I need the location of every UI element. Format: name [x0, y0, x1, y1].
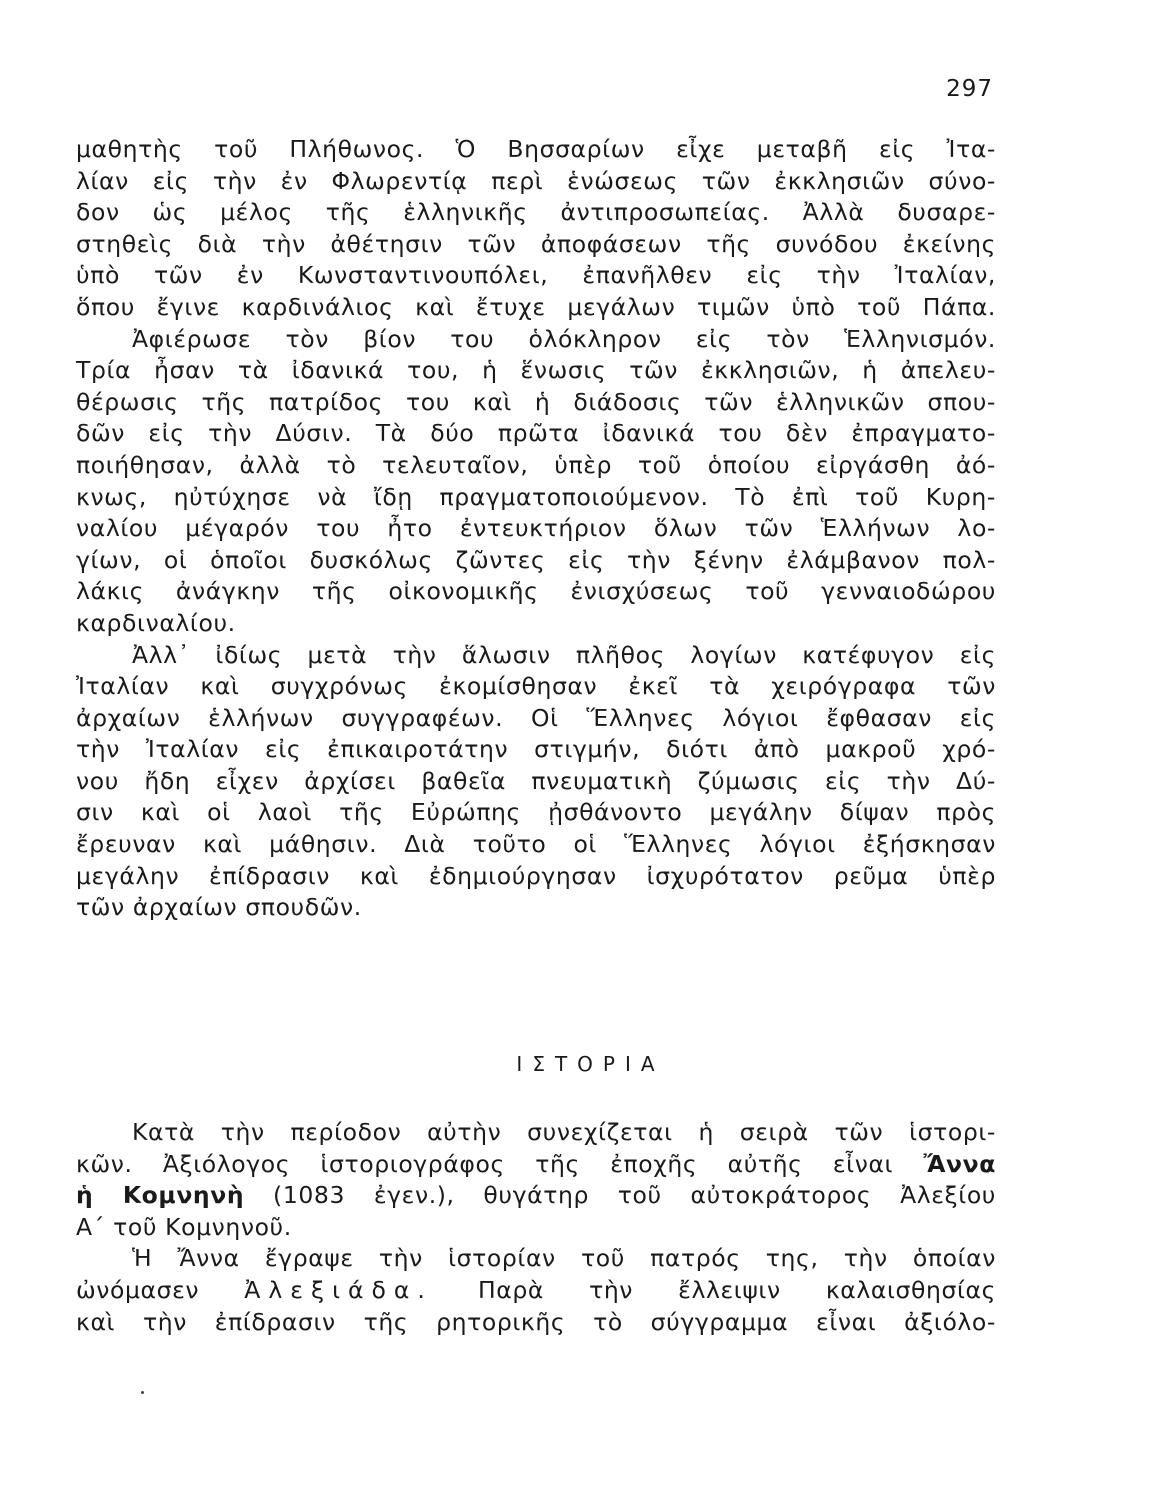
paragraph-ideals [76, 324, 996, 640]
text-span: (1083 ἐγεν.), θυγάτηρ τοῦ αὐτοκράτορος Ἀλεξίου [273, 1181, 996, 1210]
paragraph-alexiad [76, 1243, 996, 1338]
text-line: ναλίου μέγαρόν του ἦτο ἐντευκτήριον ὅλων τῶν Ἑλλήνων λο- [76, 514, 996, 543]
text-line: λάκις ἀνάγκην τῆς οἰκονομικῆς ἐνισχύσεως τοῦ γενναιοδώρου [76, 577, 996, 606]
text-line: καὶ τὴν ἐπίδρασιν τῆς ρητορικῆς τὸ σύγγραμμα εἶναι ἀξιόλο- [76, 1307, 996, 1336]
text-span: ὠνόμασεν [76, 1275, 200, 1304]
text-line: δῶν εἰς τὴν Δύσιν. Τὰ δύο πρῶτα ἰδανικά του δὲν ἐπραγματο- [76, 419, 996, 448]
komnene-name-bold: ἡ Κομνηνὴ [76, 1181, 245, 1210]
text-line: μαθητὴς τοῦ Πλήθωνος. Ὁ Βησσαρίων εἶχε μεταβῆ εἰς Ἰτα- [76, 135, 996, 163]
text-line: δον ὡς μέλος τῆς ἑλληνικῆς ἀντιπροσωπείας. Ἀλλὰ δυσαρε- [76, 198, 996, 227]
text-span: κῶν. Ἀξιόλογος ἱστοριογράφος τῆς ἐποχῆς αὐτῆς εἶναι [76, 1149, 894, 1178]
text-line: Ἡ Ἄννα ἔγραψε τὴν ἱστορίαν τοῦ πατρός της, τὴν ὁποίαν [132, 1244, 996, 1273]
text-line: τῶν ἀρχαίων σπουδῶν. [76, 893, 362, 922]
text-line [76, 1275, 996, 1307]
text-line: ποιήθησαν, ἀλλὰ τὸ τελευταῖον, ὑπὲρ τοῦ ὁποίου εἰργάσθη ἀό- [76, 450, 996, 479]
scan-speck [141, 1391, 144, 1394]
text-line: ἔρευναν καὶ μάθησιν. Διὰ τοῦτο οἱ Ἕλληνες λόγιοι ἐξήσκησαν [76, 830, 996, 859]
text-line: Κατὰ τὴν περίοδον αὐτὴν συνεχίζεται ἡ σειρὰ τῶν ἱστορι- [132, 1118, 996, 1146]
text-line: σιν καὶ οἱ λαοὶ τῆς Εὐρώπης ᾐσθάνοντο μεγάλην δίψαν πρὸς [76, 798, 996, 827]
text-line [76, 1149, 996, 1181]
text-line: γίων, οἱ ὁποῖοι δυσκόλως ζῶντες εἰς τὴν ξένην ἐλάμβανον πολ- [76, 545, 996, 574]
paragraph-bessarion [76, 134, 996, 324]
text-line: Ἀλλ᾿ ἰδίως μετὰ τὴν ἅλωσιν πλῆθος λογίων κατέφυγον εἰς [132, 640, 996, 669]
section-heading: ΙΣΤΟΡΙΑ [516, 1052, 665, 1076]
text-span: Παρὰ τὴν ἔλλειψιν καλαισθησίας [477, 1275, 997, 1304]
text-line: Ἀφιέρωσε τὸν βίον του ὁλόκληρον εἰς τὸν Ἑλληνισμόν. [132, 324, 996, 353]
text-line: ὅπου ἔγινε καρδινάλιος καὶ ἔτυχε μεγάλων τιμῶν ὑπὸ τοῦ Πάπα. [76, 292, 996, 321]
text-line: Ἰταλίαν καὶ συγχρόνως ἐκομίσθησαν ἐκεῖ τὰ χειρόγραφα τῶν [76, 672, 996, 701]
paragraph-scholars [76, 640, 996, 924]
text-line: νου ἤδη εἶχεν ἀρχίσει βαθεῖα πνευματικὴ ζύμωσις εἰς τὴν Δύ- [76, 766, 996, 795]
text-line: ὑπὸ τῶν ἐν Κωνσταντινουπόλει, ἐπανῆλθεν εἰς τὴν Ἰταλίαν, [76, 261, 996, 290]
text-line: ἀρχαίων ἑλλήνων συγγραφέων. Οἱ Ἕλληνες λόγιοι ἔφθασαν εἰς [76, 703, 996, 732]
text-line: στηθεὶς διὰ τὴν ἀθέτησιν τῶν ἀποφάσεων τῆς συνόδου ἐκείνης [76, 229, 996, 258]
text-line [76, 1180, 996, 1212]
text-line: θέρωσις τῆς πατρίδος του καὶ ἡ διάδοσις τῶν ἑλληνικῶν σπου- [76, 387, 996, 416]
page-number: 297 [946, 76, 993, 102]
text-line: Α΄ τοῦ Κομνηνοῦ. [76, 1212, 292, 1241]
text-line: καρδιναλίου. [76, 608, 236, 637]
anna-name-bold: Ἄννα [923, 1149, 996, 1178]
text-line: κνως, ηὐτύχησε νὰ ἴδῃ πραγματοποιούμενον. Τὸ ἐπὶ τοῦ Κυρη- [76, 482, 996, 511]
alexiad-title-spaced: Ἀλεξιάδα. [244, 1275, 433, 1304]
text-line: Τρία ἦσαν τὰ ἰδανικά του, ἡ ἕνωσις τῶν ἐκκλησιῶν, ἡ ἀπελευ- [76, 356, 996, 385]
paragraph-anna [76, 1117, 996, 1243]
history-section-text [76, 1117, 996, 1338]
text-line: μεγάλην ἐπίδρασιν καὶ ἐδημιούργησαν ἰσχυρότατον ρεῦμα ὑπὲρ [76, 861, 996, 890]
text-line: τὴν Ἰταλίαν εἰς ἐπικαιροτάτην στιγμήν, διότι ἀπὸ μακροῦ χρό- [76, 735, 996, 764]
text-line: λίαν εἰς τὴν ἐν Φλωρεντίᾳ περὶ ἑνώσεως τῶν ἐκκλησιῶν σύνο- [76, 166, 996, 195]
main-text [76, 134, 996, 924]
